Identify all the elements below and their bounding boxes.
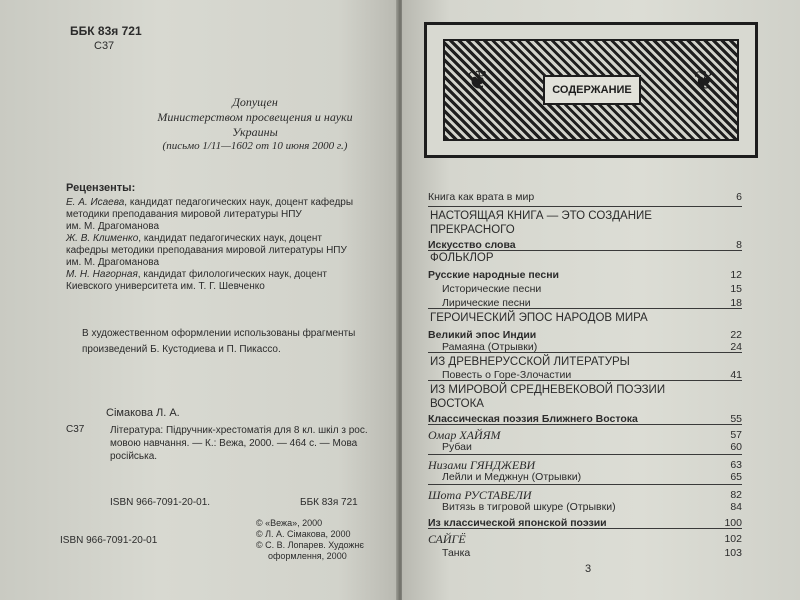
toc-entry-label: САЙГЁ [428,532,466,546]
catalog-code: С37 [94,40,115,52]
toc-entry [428,546,742,560]
reviewer-text: , кандидат филологических наук, доцент [137,269,327,280]
contents-title: СОДЕРЖАНИЕ [543,75,641,105]
toc-entry-label: Лирические песни [442,297,531,309]
toc-entry: ФОЛЬКЛОР [430,252,494,264]
toc-entry-label: Омар ХАЙЯМ [428,428,501,442]
toc-entry [428,190,742,204]
reviewers-title: Рецензенты: [66,182,136,194]
toc-entry-label: Великий эпос Индии [428,329,537,341]
bbk-code: ББК 83я 721 [70,24,142,38]
toc-entry-page: 41 [730,369,742,381]
reviewer-line [66,233,322,245]
catalog-code-inline: С37 [66,424,85,435]
toc-entry-page: 100 [724,517,742,529]
toc-divider [428,352,742,353]
toc-divider [428,454,742,455]
toc-entry-label: Искусство слова [428,239,516,251]
pepper-ornament-icon: ❦ [693,65,715,95]
toc-entry-label: Низами ГЯНДЖЕВИ [428,458,536,472]
toc-entry-page: 65 [730,471,742,483]
reviewer-text: Киевского университета им. Т. Г. Шевченко [66,281,265,292]
toc-entry-page: 82 [730,489,742,501]
contents-header-ornament [424,22,758,158]
toc-entry-label: Повесть о Горе-Злочастии [442,369,572,381]
toc-entry-page: 57 [730,429,742,441]
approval-line: (письмо 1/11—1602 от 10 июня 2000 г.) [162,140,348,152]
toc-entry-page: 63 [730,459,742,471]
toc-entry-page: 60 [730,441,742,453]
reviewer-line [66,269,327,281]
toc-entry-page: 18 [730,297,742,309]
toc-entry: ИЗ ДРЕВНЕРУССКОЙ ЛИТЕРАТУРЫ [430,356,630,368]
toc-entry: ПРЕКРАСНОГО [430,224,515,236]
design-note: В художественном оформлении использованы фрагменты [82,328,356,339]
left-page [0,0,398,600]
copyright-line: © С. В. Лопарев. Художнє [256,540,364,550]
toc-entry-label: Рамаяна (Отрывки) [442,341,538,353]
toc-entry-label: Из классической японской поэзии [428,517,607,529]
approval-line: Украины [232,125,278,139]
toc-entry-page: 6 [736,191,742,203]
toc-entry-page: 12 [730,269,742,281]
toc-divider [428,528,742,529]
toc-entry-page: 8 [736,239,742,251]
toc-divider [428,424,742,425]
reviewer-name: Е. А. Исаева [66,197,125,208]
isbn-bottom: ISBN 966-7091-20-01 [60,535,158,546]
reviewer-text: им. М. Драгоманова [66,257,160,268]
toc-entry [428,440,742,454]
toc-entry-page: 15 [730,283,742,295]
toc-entry: ВОСТОКА [430,398,484,410]
toc-entry-page: 22 [730,329,742,341]
toc-entry-label: Классическая поэзия Ближнего Востока [428,413,638,425]
approval-line: Допущен [232,95,278,109]
reviewer-line [66,257,159,269]
catalog-description: Література: Підручник-хрестоматія для 8 кл. шкіл з рос. мовою навчання. — К.: Вежа, 2000. — 464 с. — Мова російська. [110,425,368,462]
toc-entry [428,500,742,514]
toc-entry-page: 55 [730,413,742,425]
pepper-ornament-icon: ❦ [467,65,489,95]
toc-divider [428,380,742,381]
toc-entry-page: 103 [724,547,742,559]
author-name: Сімакова Л. А. [106,407,180,419]
toc-entry: ГЕРОИЧЕСКИЙ ЭПОС НАРОДОВ МИРА [430,312,648,324]
copyright-line: оформлення, 2000 [268,551,347,561]
page-number: 3 [585,563,592,575]
toc-entry [428,268,742,282]
copyright-line: © «Вежа», 2000 [256,518,323,528]
approval-line: Министерством просвещения и науки [157,110,353,124]
toc-entry-label: Витязь в тигровой шкуре (Отрывки) [442,501,616,513]
bbk-inline: ББК 83я 721 [300,497,358,508]
toc-divider [428,484,742,485]
toc-entry-label: Лейли и Меджнун (Отрывки) [442,471,582,483]
reviewer-line [66,221,159,233]
toc-entry: НАСТОЯЩАЯ КНИГА — ЭТО СОЗДАНИЕ [430,210,652,222]
design-note: произведений Б. Кустодиева и П. Пикассо. [82,344,281,355]
toc-divider [428,250,742,251]
isbn-inline: ISBN 966-7091-20-01. [110,497,211,508]
toc-entry [428,532,742,546]
toc-entry-label: Исторические песни [442,283,542,295]
toc-entry-page: 102 [724,533,742,545]
toc-entry: ИЗ МИРОВОЙ СРЕДНЕВЕКОВОЙ ПОЭЗИИ [430,384,666,396]
reviewer-line [66,197,353,209]
toc-entry-label: Русские народные песни [428,269,560,281]
reviewer-name: Ж. В. Клименко [66,233,139,244]
toc-entry-page: 24 [730,341,742,353]
reviewer-text: кафедры методики преподавания мировой литературы НПУ [66,245,347,256]
reviewer-line [66,281,265,293]
toc-entry-label: Книга как врата в мир [428,191,535,203]
copyright-line: © Л. А. Сімакова, 2000 [256,529,351,539]
toc-divider [428,206,742,207]
reviewer-line [66,209,302,221]
toc-entry-label: Рубаи [442,441,472,453]
toc-entry-label: Шота РУСТАВЕЛИ [428,488,532,502]
reviewer-text: , кандидат педагогических наук, доцент [138,233,322,244]
toc-entry-page: 84 [730,501,742,513]
reviewer-line [66,245,347,257]
reviewer-text: им. М. Драгоманова [66,221,160,232]
reviewer-name: М. Н. Нагорная [66,269,138,280]
toc-entry [428,282,742,296]
reviewer-text: методики преподавания мировой литературы НПУ [66,209,302,220]
toc-divider [428,308,742,309]
reviewer-text: , кандидат педагогических наук, доцент кафедры [124,197,354,208]
toc-entry [428,470,742,484]
toc-entry-label: Танка [442,547,471,559]
